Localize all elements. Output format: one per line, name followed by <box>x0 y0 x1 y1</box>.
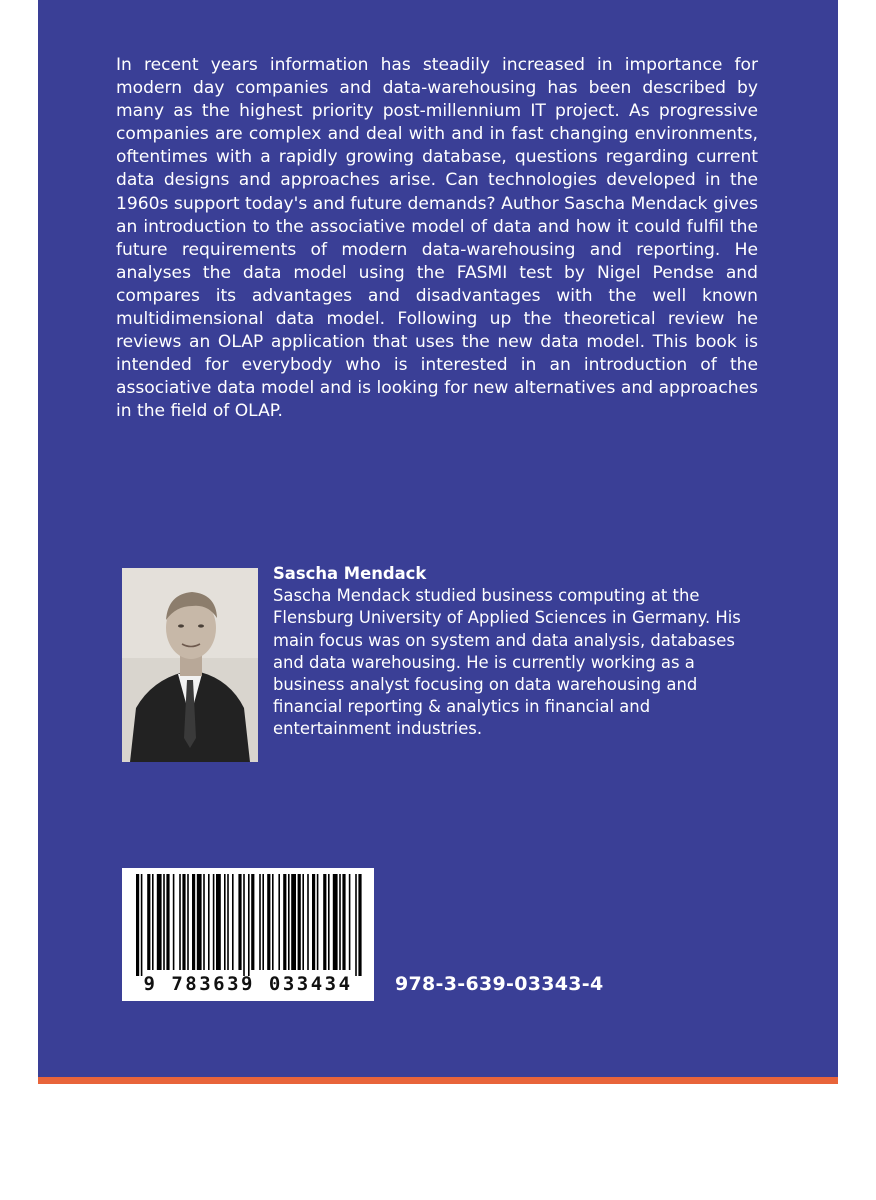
author-bio <box>273 563 743 741</box>
book-blurb: In recent years information has steadily increased in importance for modern day companies and data-warehousing has been described by many as the highest priority post-millennium IT project. As progressive companies are complex and deal with and in fast changing environments, oftentimes with a rapidly growing database, questions regarding current data designs and approaches arise. Can technologies developed in the 1960s support today's and future demands? Author Sascha Mendack gives an introduction to the associative model of data and how it could fulfil the future requirements of modern data-warehousing and reporting. He analyses the data model using the FASMI test by Nigel Pendse and compares its advantages and disadvantages with the well known multidimensional data model. Following up the theoretical review he reviews an OLAP application that uses the new data model. This book is intended for everybody who is interested in an introduction of the associative data model and is looking for new alternatives and approaches in the field of OLAP. <box>116 55 758 422</box>
author-name: Sascha Mendack <box>273 564 427 583</box>
cover-bottom-stripe <box>38 1077 838 1084</box>
barcode-digits: 9 783639 033434 <box>143 973 353 995</box>
author-bio-text: Sascha Mendack studied business computing at the Flensburg University of Applied Sciences in Germany. His main focus was on system and data analysis, databases and data warehousing. He is currently working as a business analyst focusing on data warehousing and financial reporting & analytics in financial and entertainment industries. <box>273 586 741 739</box>
author-photo <box>122 568 258 762</box>
barcode <box>122 868 374 1001</box>
isbn-number: 978-3-639-03343-4 <box>395 973 604 995</box>
author-portrait-icon <box>122 568 258 762</box>
